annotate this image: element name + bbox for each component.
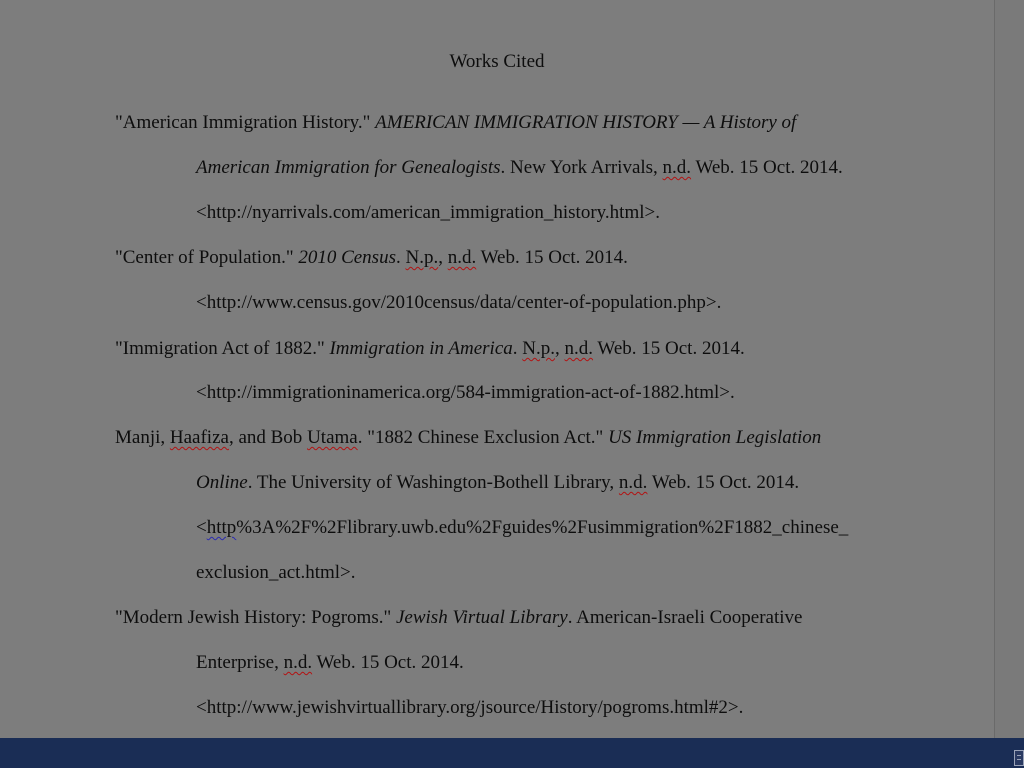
page-title: Works Cited [449,51,545,72]
spelling-error: N.p. [522,338,556,359]
citation-line: American Immigration for Genealogists. New York Arrivals, n.d. Web. 15 Oct. 2014. [196,157,843,178]
citation-line: Manji, Haafiza, and Bob Utama. "1882 Chinese Exclusion Act." US Immigration Legislation [115,427,822,448]
spelling-error: Utama [307,427,358,448]
spelling-error: n.d. [283,652,313,673]
citation-line: "American Immigration History." AMERICAN IMMIGRATION HISTORY — A History of [115,112,797,133]
citation-line: <http://www.jewishvirtuallibrary.org/jsource/History/pogroms.html#2>. [196,697,744,718]
citation-line: <http%3A%2F%2Flibrary.uwb.edu%2Fguides%2Fusimmigration%2F1882_chinese_ [196,517,849,538]
spelling-error: n.d. [564,338,594,359]
status-bar [0,738,1024,768]
grammar-error: http [206,517,237,538]
citation-line: <http://www.census.gov/2010census/data/center-of-population.php>. [196,292,722,313]
citation-line: Enterprise, n.d. Web. 15 Oct. 2014. [196,652,464,673]
citation-line: Online. The University of Washington-Bothell Library, n.d. Web. 15 Oct. 2014. [196,472,800,493]
spelling-error: n.d. [618,472,648,493]
citation-line: <http://nyarrivals.com/american_immigration_history.html>. [196,202,660,223]
spelling-error: n.d. [662,157,692,178]
spelling-error: N.p. [405,247,439,268]
citation-line: "Modern Jewish History: Pogroms." Jewish Virtual Library. American-Israeli Cooperative [115,607,803,628]
citation-line: "Immigration Act of 1882." Immigration in America. N.p., n.d. Web. 15 Oct. 2014. [115,338,745,359]
vertical-scrollbar[interactable] [995,0,1024,738]
citation-line: <http://immigrationinamerica.org/584-immigration-act-of-1882.html>. [196,382,735,403]
spelling-error: n.d. [447,247,477,268]
read-mode-icon[interactable] [1014,750,1024,766]
spelling-error: Haafiza [169,427,229,448]
citation-line: exclusion_act.html>. [196,562,356,583]
citation-line: "Center of Population." 2010 Census. N.p., n.d. Web. 15 Oct. 2014. [115,247,628,268]
